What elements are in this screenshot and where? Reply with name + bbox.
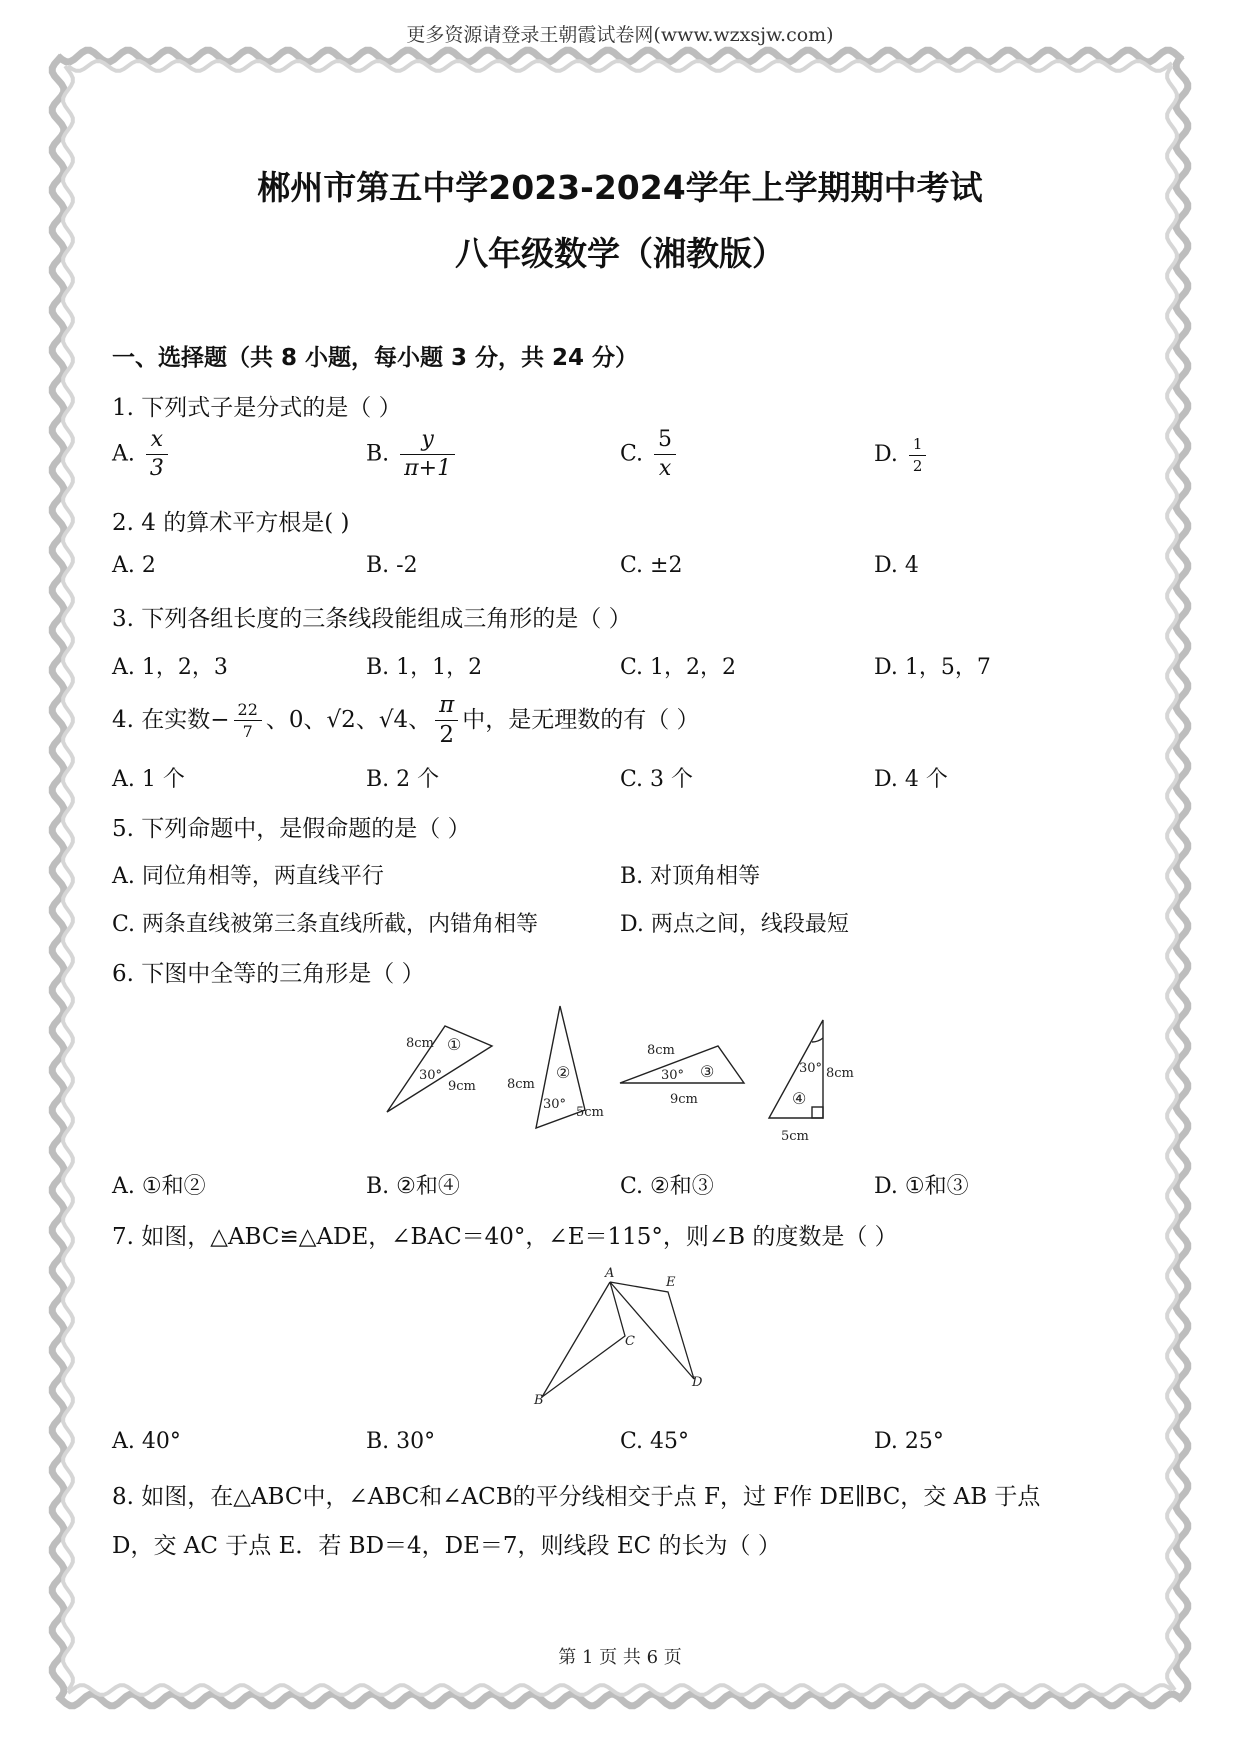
right-angle-mark [812, 1107, 823, 1118]
q2-option-b: B. -2 [366, 553, 418, 578]
question-6-stem: 6. 下图中全等的三角形是（ ） [112, 961, 425, 987]
q1-option-b: B. $\frac{y}{\pi+1}$ [366, 428, 459, 481]
q6-triangles-figure [380, 1000, 880, 1150]
t2-side1-label: 8cm [507, 1077, 535, 1092]
q5-option-d: D. 两点之间，线段最短 [620, 912, 849, 937]
point-d-label: D [692, 1375, 703, 1390]
q2-option-c: C. ±2 [620, 553, 683, 578]
t4-side2-label: 5cm [781, 1129, 809, 1144]
q6-option-d: D. ①和③ [874, 1174, 969, 1199]
triangle-abc [542, 1282, 625, 1397]
q4-option-b: B. 2 个 [366, 767, 440, 792]
t2-angle-label: 30° [543, 1097, 567, 1112]
point-e-label: E [666, 1275, 676, 1290]
exam-subtitle: 八年级数学（湘教版） [455, 234, 785, 273]
question-2-stem: 2. 4 的算术平方根是( ) [112, 510, 350, 536]
t2-number: ② [556, 1063, 571, 1082]
t4-number: ④ [792, 1089, 807, 1108]
t3-number: ③ [700, 1062, 715, 1081]
q1-option-d: D. $\frac{1}{2}$ [874, 436, 930, 474]
q2-option-a: A. 2 [112, 553, 156, 578]
t2-side2-label: 5cm [576, 1105, 604, 1120]
angle-arc-4 [812, 1038, 823, 1042]
q7-option-b: B. 30° [366, 1429, 436, 1454]
q1-option-c: C. $\frac{5}{x}$ [620, 428, 680, 481]
q3-option-c: C. 1，2，2 [620, 655, 737, 680]
triangle-ade [610, 1282, 694, 1379]
question-1-stem: 1. 下列式子是分式的是（ ） [112, 395, 402, 421]
t3-angle-label: 30° [661, 1068, 685, 1083]
q4-option-a: A. 1 个 [112, 767, 185, 792]
t1-angle-label: 30° [419, 1068, 443, 1083]
q5-option-b: B. 对顶角相等 [620, 864, 761, 889]
q5-option-a: A. 同位角相等，两直线平行 [112, 864, 384, 889]
t1-side1-label: 8cm [406, 1036, 434, 1051]
q3-option-b: B. 1，1，2 [366, 655, 483, 680]
t1-number: ① [447, 1035, 462, 1054]
q6-option-b: B. ②和④ [366, 1174, 460, 1199]
q4-option-c: C. 3 个 [620, 767, 694, 792]
question-3-stem: 3. 下列各组长度的三条线段能组成三角形的是（ ） [112, 606, 632, 632]
page-footer: 第 1 页 共 6 页 [558, 1647, 682, 1668]
q5-option-c: C. 两条直线被第三条直线所截，内错角相等 [112, 912, 539, 937]
q4-option-d: D. 4 个 [874, 767, 948, 792]
t4-angle-label: 30° [799, 1061, 823, 1076]
t3-side1-label: 8cm [647, 1043, 675, 1058]
q7-congruent-triangles-figure [530, 1262, 720, 1412]
q7-option-c: C. 45° [620, 1429, 690, 1454]
question-8-line2: D，交 AC 于点 E．若 BD＝4，DE＝7，则线段 EC 的长为（ ） [112, 1533, 781, 1559]
q7-option-d: D. 25° [874, 1429, 944, 1454]
question-7-stem: 7. 如图，△ABC≌△ADE，∠BAC＝40°，∠E＝115°，则∠B 的度数是（ ） [112, 1224, 898, 1250]
t4-side1-label: 8cm [826, 1066, 854, 1081]
question-4-stem: 4. 在实数− $\frac{22}{7}$ 、0、√2、√4、 $\frac{\pi}{2}$ 中，是无理数的有（ ） [112, 692, 700, 749]
q2-option-d: D. 4 [874, 553, 919, 578]
q6-option-c: C. ②和③ [620, 1174, 714, 1199]
section-heading-choice: 一、选择题（共 8 小题，每小题 3 分，共 24 分） [112, 345, 639, 371]
q6-option-a: A. ①和② [112, 1174, 206, 1199]
question-8-line1: 8. 如图，在△ABC中，∠ABC和∠ACB的平分线相交于点 F，过 F作 DE∥BC，交 AB 于点 [112, 1484, 1041, 1510]
t1-side2-label: 9cm [448, 1079, 476, 1094]
watermark-header: 更多资源请登录王朝霞试卷网(www.wzxsjw.com) [406, 24, 834, 46]
q3-option-a: A. 1，2，3 [112, 655, 228, 680]
q7-option-a: A. 40° [112, 1429, 181, 1454]
q3-option-d: D. 1，5，7 [874, 655, 991, 680]
exam-title: 郴州市第五中学2023-2024学年上学期期中考试 [257, 168, 983, 207]
point-b-label: B [534, 1393, 544, 1408]
point-a-label: A [605, 1266, 615, 1281]
q1-option-a: A. $\frac{x}{3}$ [112, 428, 172, 481]
point-c-label: C [625, 1334, 635, 1349]
t3-side2-label: 9cm [670, 1092, 698, 1107]
question-5-stem: 5. 下列命题中，是假命题的是（ ） [112, 816, 471, 842]
